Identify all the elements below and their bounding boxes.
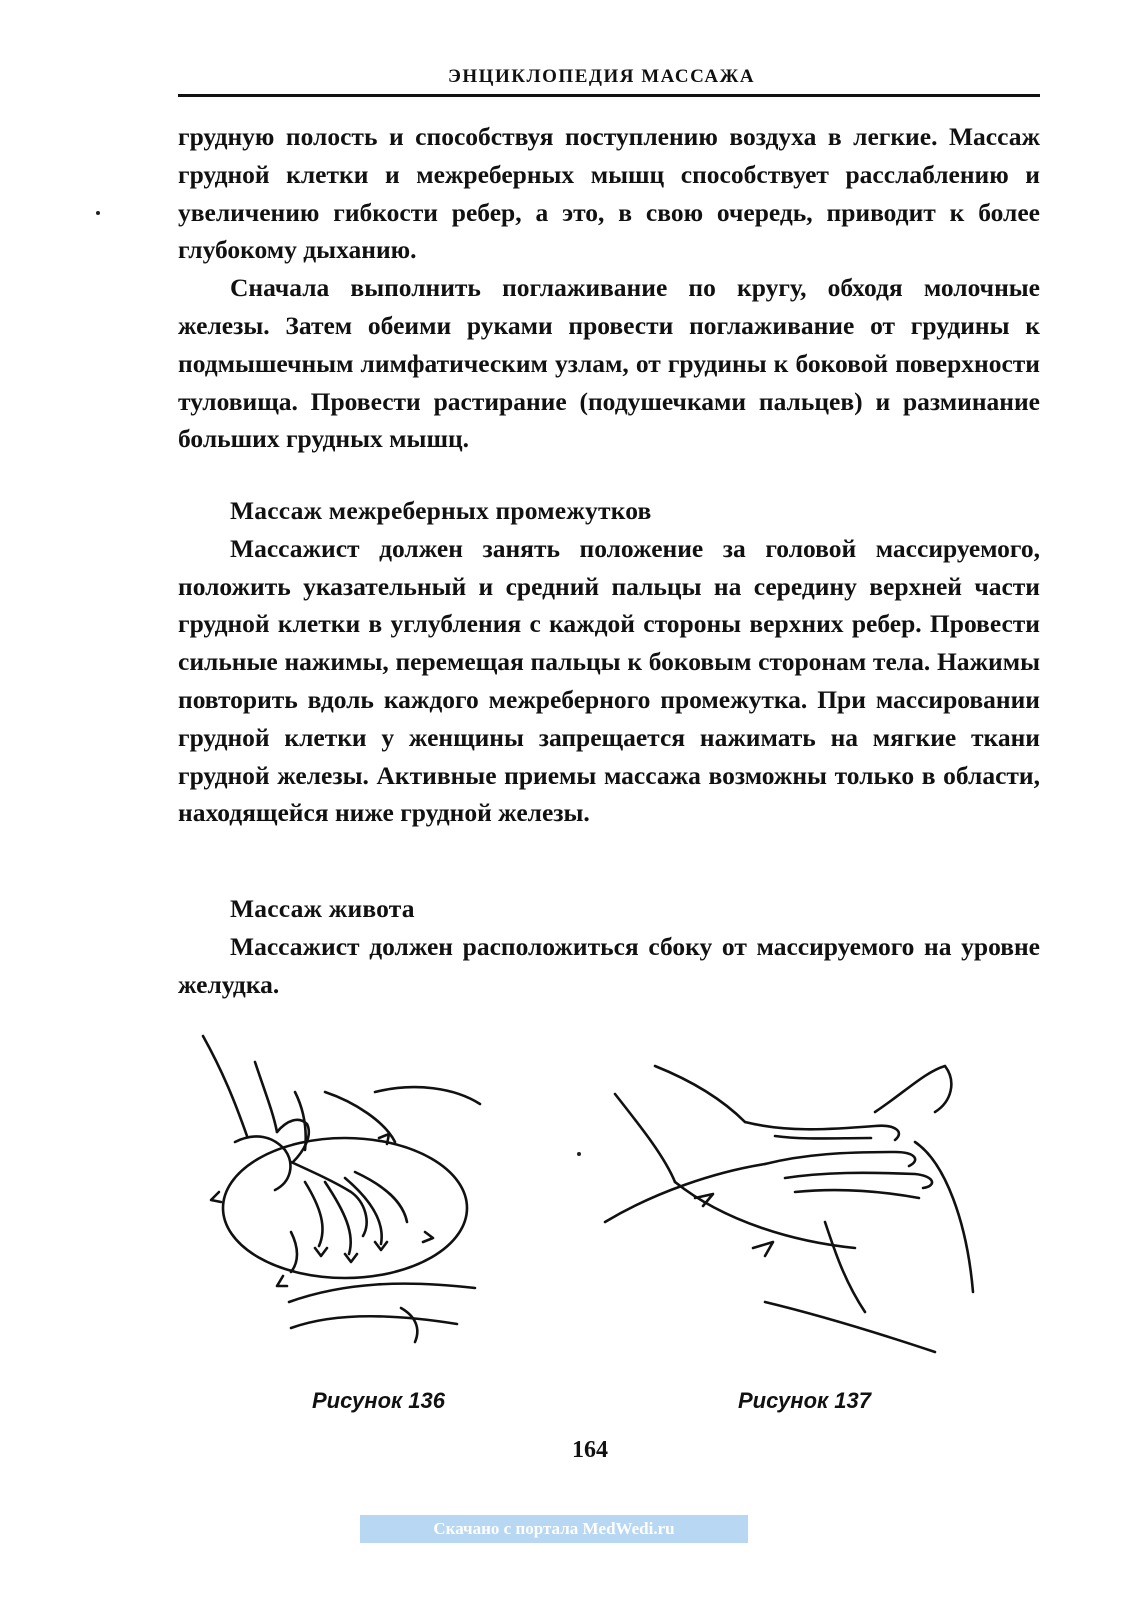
paragraph-continuation: грудную полость и способствуя поступлению воздуха в легкие. Массаж грудной клетки и межреберных мышц способствует расслаблению и увеличению гибкости ребер, а это, в свою очередь, приводит к более глубокому дыханию. xyxy=(178,122,1040,265)
watermark-banner[interactable]: Скачано с портала MedWedi.ru xyxy=(360,1515,748,1543)
running-head xyxy=(178,62,1040,97)
figure-136-caption: Рисунок 136 xyxy=(312,1388,445,1413)
scan-speck xyxy=(96,211,100,215)
section-heading-abdomen: Массаж живота xyxy=(230,894,415,923)
section-abdomen xyxy=(178,890,1040,1003)
figure-136-illustration xyxy=(195,1032,485,1354)
figure-137-illustration xyxy=(575,1052,985,1364)
text-block-chest xyxy=(178,118,1040,458)
paragraph-chest-technique: Сначала выполнить поглаживание по кругу, обходя молочные железы. Затем обеими руками провести поглаживание от грудины к подмышечным лимфатическим узлам, от грудины к боковой поверхности туловища. Провести растирание (подушечками пальцев) и разминание больших грудных мышц. xyxy=(178,273,1040,454)
figure-137-caption: Рисунок 137 xyxy=(738,1388,871,1413)
paragraph-intercostal: Массажист должен занять положение за головой массируемого, положить указательный и средний пальцы на середину верхней части грудной клетки в углубления с каждой стороны верхних ребер. Провести сильные нажимы, перемещая пальцы к боковым сторонам тела. Нажимы повторить вдоль каждого межреберного промежутка. При массировании грудной клетки у женщины запрещается нажимать на мягкие ткани грудной железы. Активные приемы массажа возможны только в области, находящейся ниже грудной железы. xyxy=(178,533,1040,828)
page-number: 164 xyxy=(572,1437,608,1463)
running-head-title: ЭНЦИКЛОПЕДИЯ МАССАЖА xyxy=(448,66,756,87)
section-intercostal xyxy=(178,492,1040,832)
paragraph-abdomen: Массажист должен расположиться сбоку от массируемого на уровне желудка. xyxy=(178,931,1040,999)
section-heading-intercostal: Массаж межреберных промежутков xyxy=(230,496,652,525)
